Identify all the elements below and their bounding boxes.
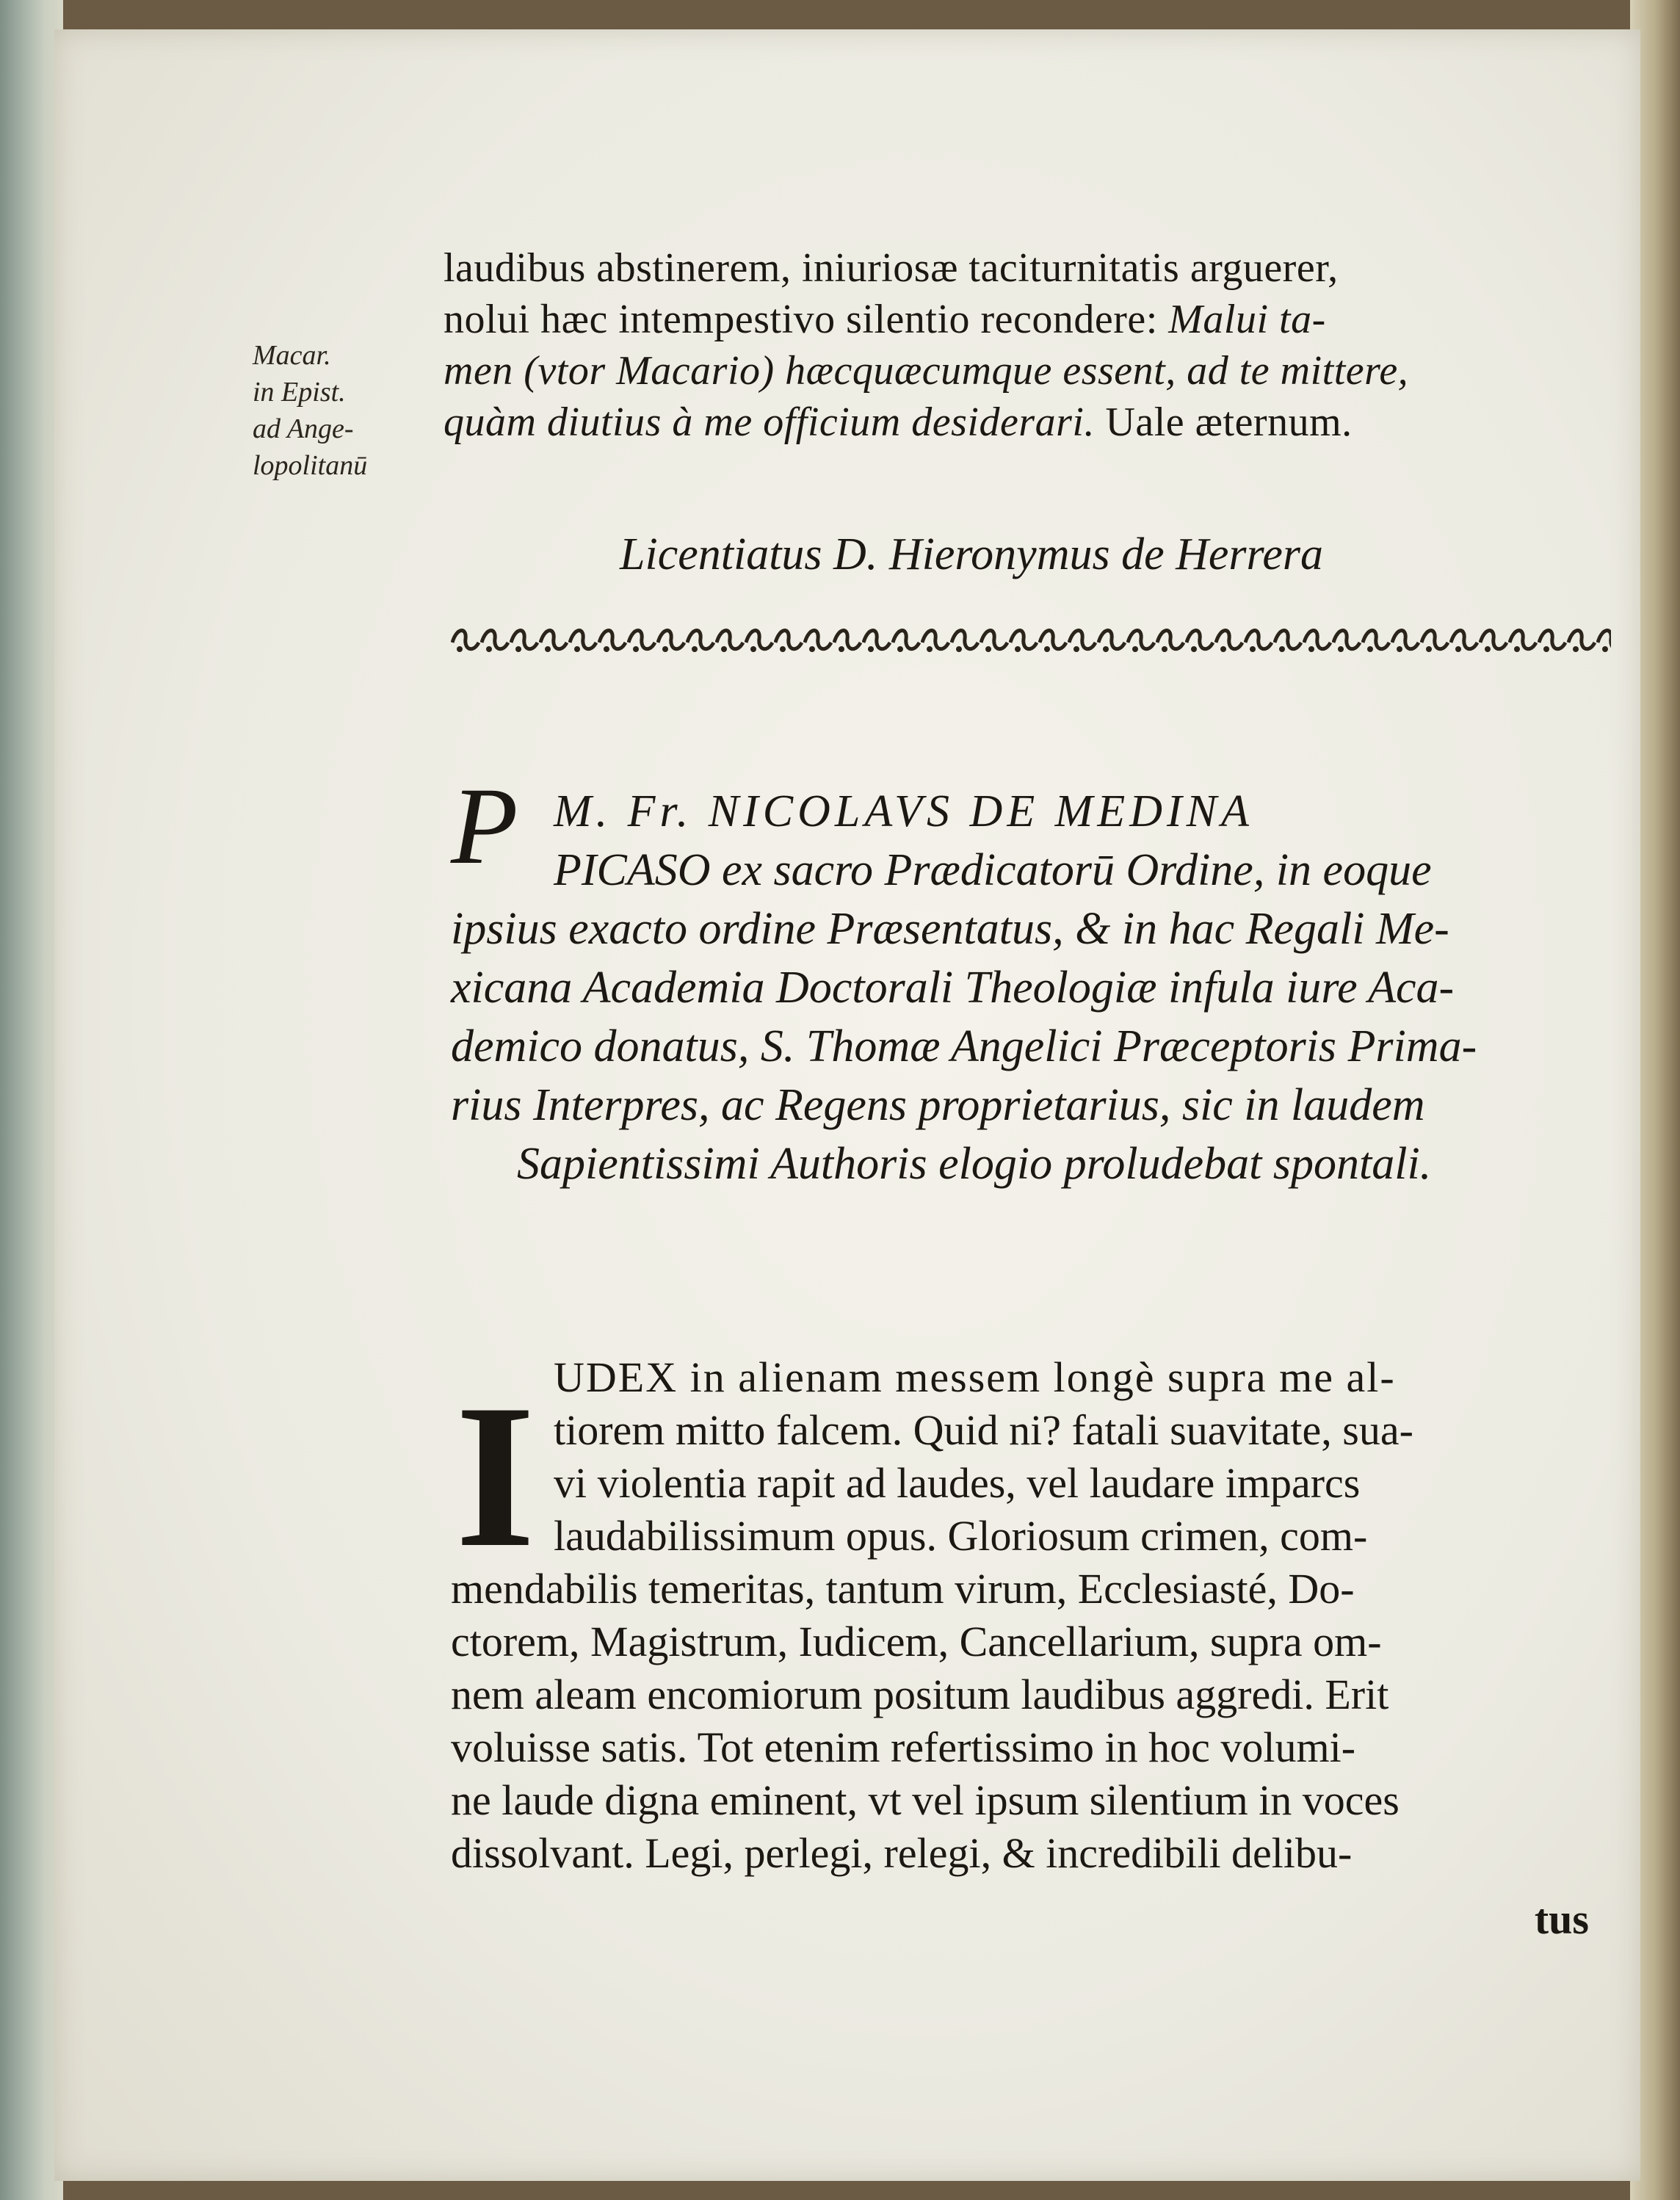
margin-note-line-2: in Epist. [253, 377, 346, 408]
body-line-2: tiorem mitto falcem. Quid ni? fatali suavitate, sua- [554, 1406, 1413, 1454]
drop-cap: I [455, 1361, 535, 1590]
top-line-1: laudibus abstinerem, iniuriosæ taciturnitatis arguerer, [443, 245, 1339, 291]
ornamental-divider [451, 617, 1611, 668]
body-line-4: laudabilissimum opus. Gloriosum crimen, com- [554, 1512, 1368, 1560]
title-line-3: ipsius exacto ordine Præsentatus, & in hac Regali Me- [451, 904, 1449, 954]
top-line-2: nolui hæc intempestivo silentio recondere: Malui ta- [443, 297, 1326, 342]
body-line-3: vi violentia rapit ad laudes, vel laudare imparcs [554, 1459, 1361, 1507]
title-line-5: demico donatus, S. Thomæ Angelici Præceptoris Prima- [451, 1021, 1477, 1071]
title-initial: P [451, 765, 518, 887]
body-line-8: voluisse satis. Tot etenim refertissimo in hoc volumi- [451, 1723, 1356, 1771]
body-line-9: ne laude digna eminent, vt vel ipsum silentium in voces [451, 1776, 1400, 1824]
catchword: tus [1534, 1895, 1589, 1943]
top-line-3: men (vtor Macario) hæcquæcumque essent, ad te mittere, [443, 348, 1409, 394]
margin-note-line-1: Macar. [253, 340, 331, 371]
book-page [54, 29, 1640, 2181]
body-line-10: dissolvant. Legi, perlegi, relegi, & incredibili delibu- [451, 1829, 1353, 1877]
body-line-7: nem aleam encomiorum positum laudibus aggredi. Erit [451, 1671, 1389, 1718]
title-line-1: M. Fr. NICOLAVS DE MEDINA [554, 786, 1253, 836]
title-line-2: PICASO ex sacro Prædicatorū Ordine, in eoque [554, 845, 1432, 895]
title-line-7: Sapientissimi Authoris elogio proludebat spontali. [517, 1139, 1432, 1189]
margin-note-line-4: lopolitanū [253, 450, 368, 481]
title-line-6: rius Interpres, ac Regens proprietarius, sic in laudem [451, 1080, 1425, 1130]
body-line-5: mendabilis temeritas, tantum virum, Ecclesiasté, Do- [451, 1565, 1355, 1613]
body-line-6: ctorem, Magistrum, Iudicem, Cancellarium, supra om- [451, 1618, 1382, 1665]
body-line-1: UDEX in alienam messem longè supra me al- [554, 1353, 1396, 1401]
margin-note-line-3: ad Ange- [253, 413, 354, 444]
top-line-4: quàm diutius à me officium desiderari. Uale æternum. [443, 399, 1353, 445]
title-line-4: xicana Academia Doctorali Theologiæ infula iure Aca- [451, 963, 1455, 1013]
top-italic-tail: Malui ta- [1168, 297, 1326, 342]
signature: Licentiatus D. Hieronymus de Herrera [620, 529, 1324, 579]
